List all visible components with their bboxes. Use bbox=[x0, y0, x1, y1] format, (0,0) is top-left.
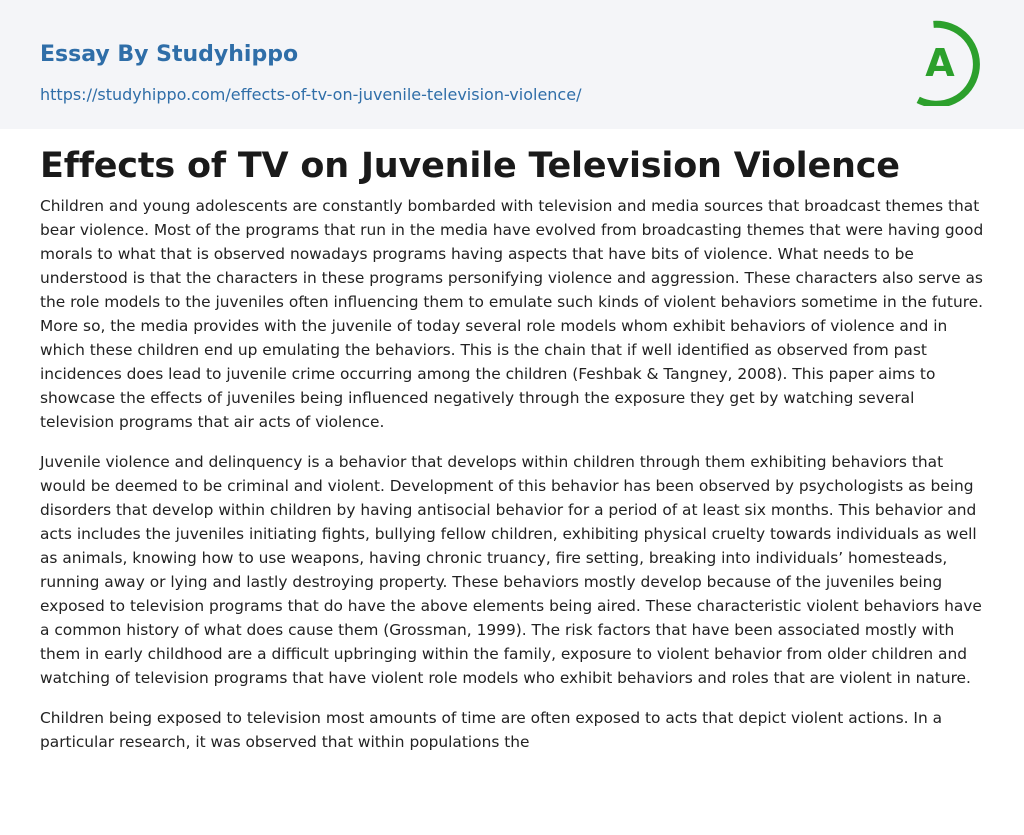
page-title: Effects of TV on Juvenile Television Violence bbox=[40, 146, 900, 186]
logo-letter: A bbox=[925, 41, 955, 85]
brand-title: Essay By Studyhippo bbox=[40, 42, 299, 67]
source-url-link[interactable]: https://studyhippo.com/effects-of-tv-on-juvenile-television-violence/ bbox=[40, 85, 582, 104]
essay-paragraph: Children being exposed to television most amounts of time are often exposed to acts that depict violent actions. In a particular research, it was observed that within populations the bbox=[40, 709, 943, 751]
site-header bbox=[0, 0, 1024, 129]
essay-paragraph: Children and young adolescents are constantly bombarded with television and media sources that broadcast themes that bear violence. Most of the programs that run in the media have evolved from broadcasting themes that were having good morals to what that is observed nowadays programs having aspects that have bits of violence. What needs to be understood is that the characters in these programs personifying violence and aggression. These characters also serve as the role models to the juveniles often influencing them to emulate such kinds of violent behaviors sometime in the future. More so, the media provides with the juvenile of today several role models whom exhibit behaviors of violence and in which these children end up emulating the behaviors. This is the chain that if well identified as observed from past incidences does lead to juvenile crime occurring among the children (Feshbak & Tangney, 2008). This paper aims to showcase the effects of juveniles being influenced negatively through the exposure they get by watching several television programs that air acts of violence. bbox=[40, 197, 984, 431]
studyhippo-logo-icon[interactable] bbox=[912, 20, 988, 106]
essay-body bbox=[40, 194, 986, 770]
essay-paragraph: Juvenile violence and delinquency is a behavior that develops within children through them exhibiting behaviors that would be deemed to be criminal and violent. Development of this behavior has been observed by psychologists as being disorders that develop within children by having antisocial behavior for a period of at least six months. This behavior and acts includes the juveniles initiating fights, bullying fellow children, exhibiting physical cruelty towards individuals as well as animals, knowing how to use weapons, having chronic truancy, fire setting, breaking into individuals’ homesteads, running away or lying and lastly destroying property. These behaviors mostly develop because of the juveniles being exposed to television programs that do have the above elements being aired. These characteristic violent behaviors have a common history of what does cause them (Grossman, 1999). The risk factors that have been associated mostly with them in early childhood are a difficult upbringing within the family, exposure to violent behavior from older children and watching of television programs that have violent role models who exhibit behaviors and roles that are violent in nature. bbox=[40, 453, 982, 687]
